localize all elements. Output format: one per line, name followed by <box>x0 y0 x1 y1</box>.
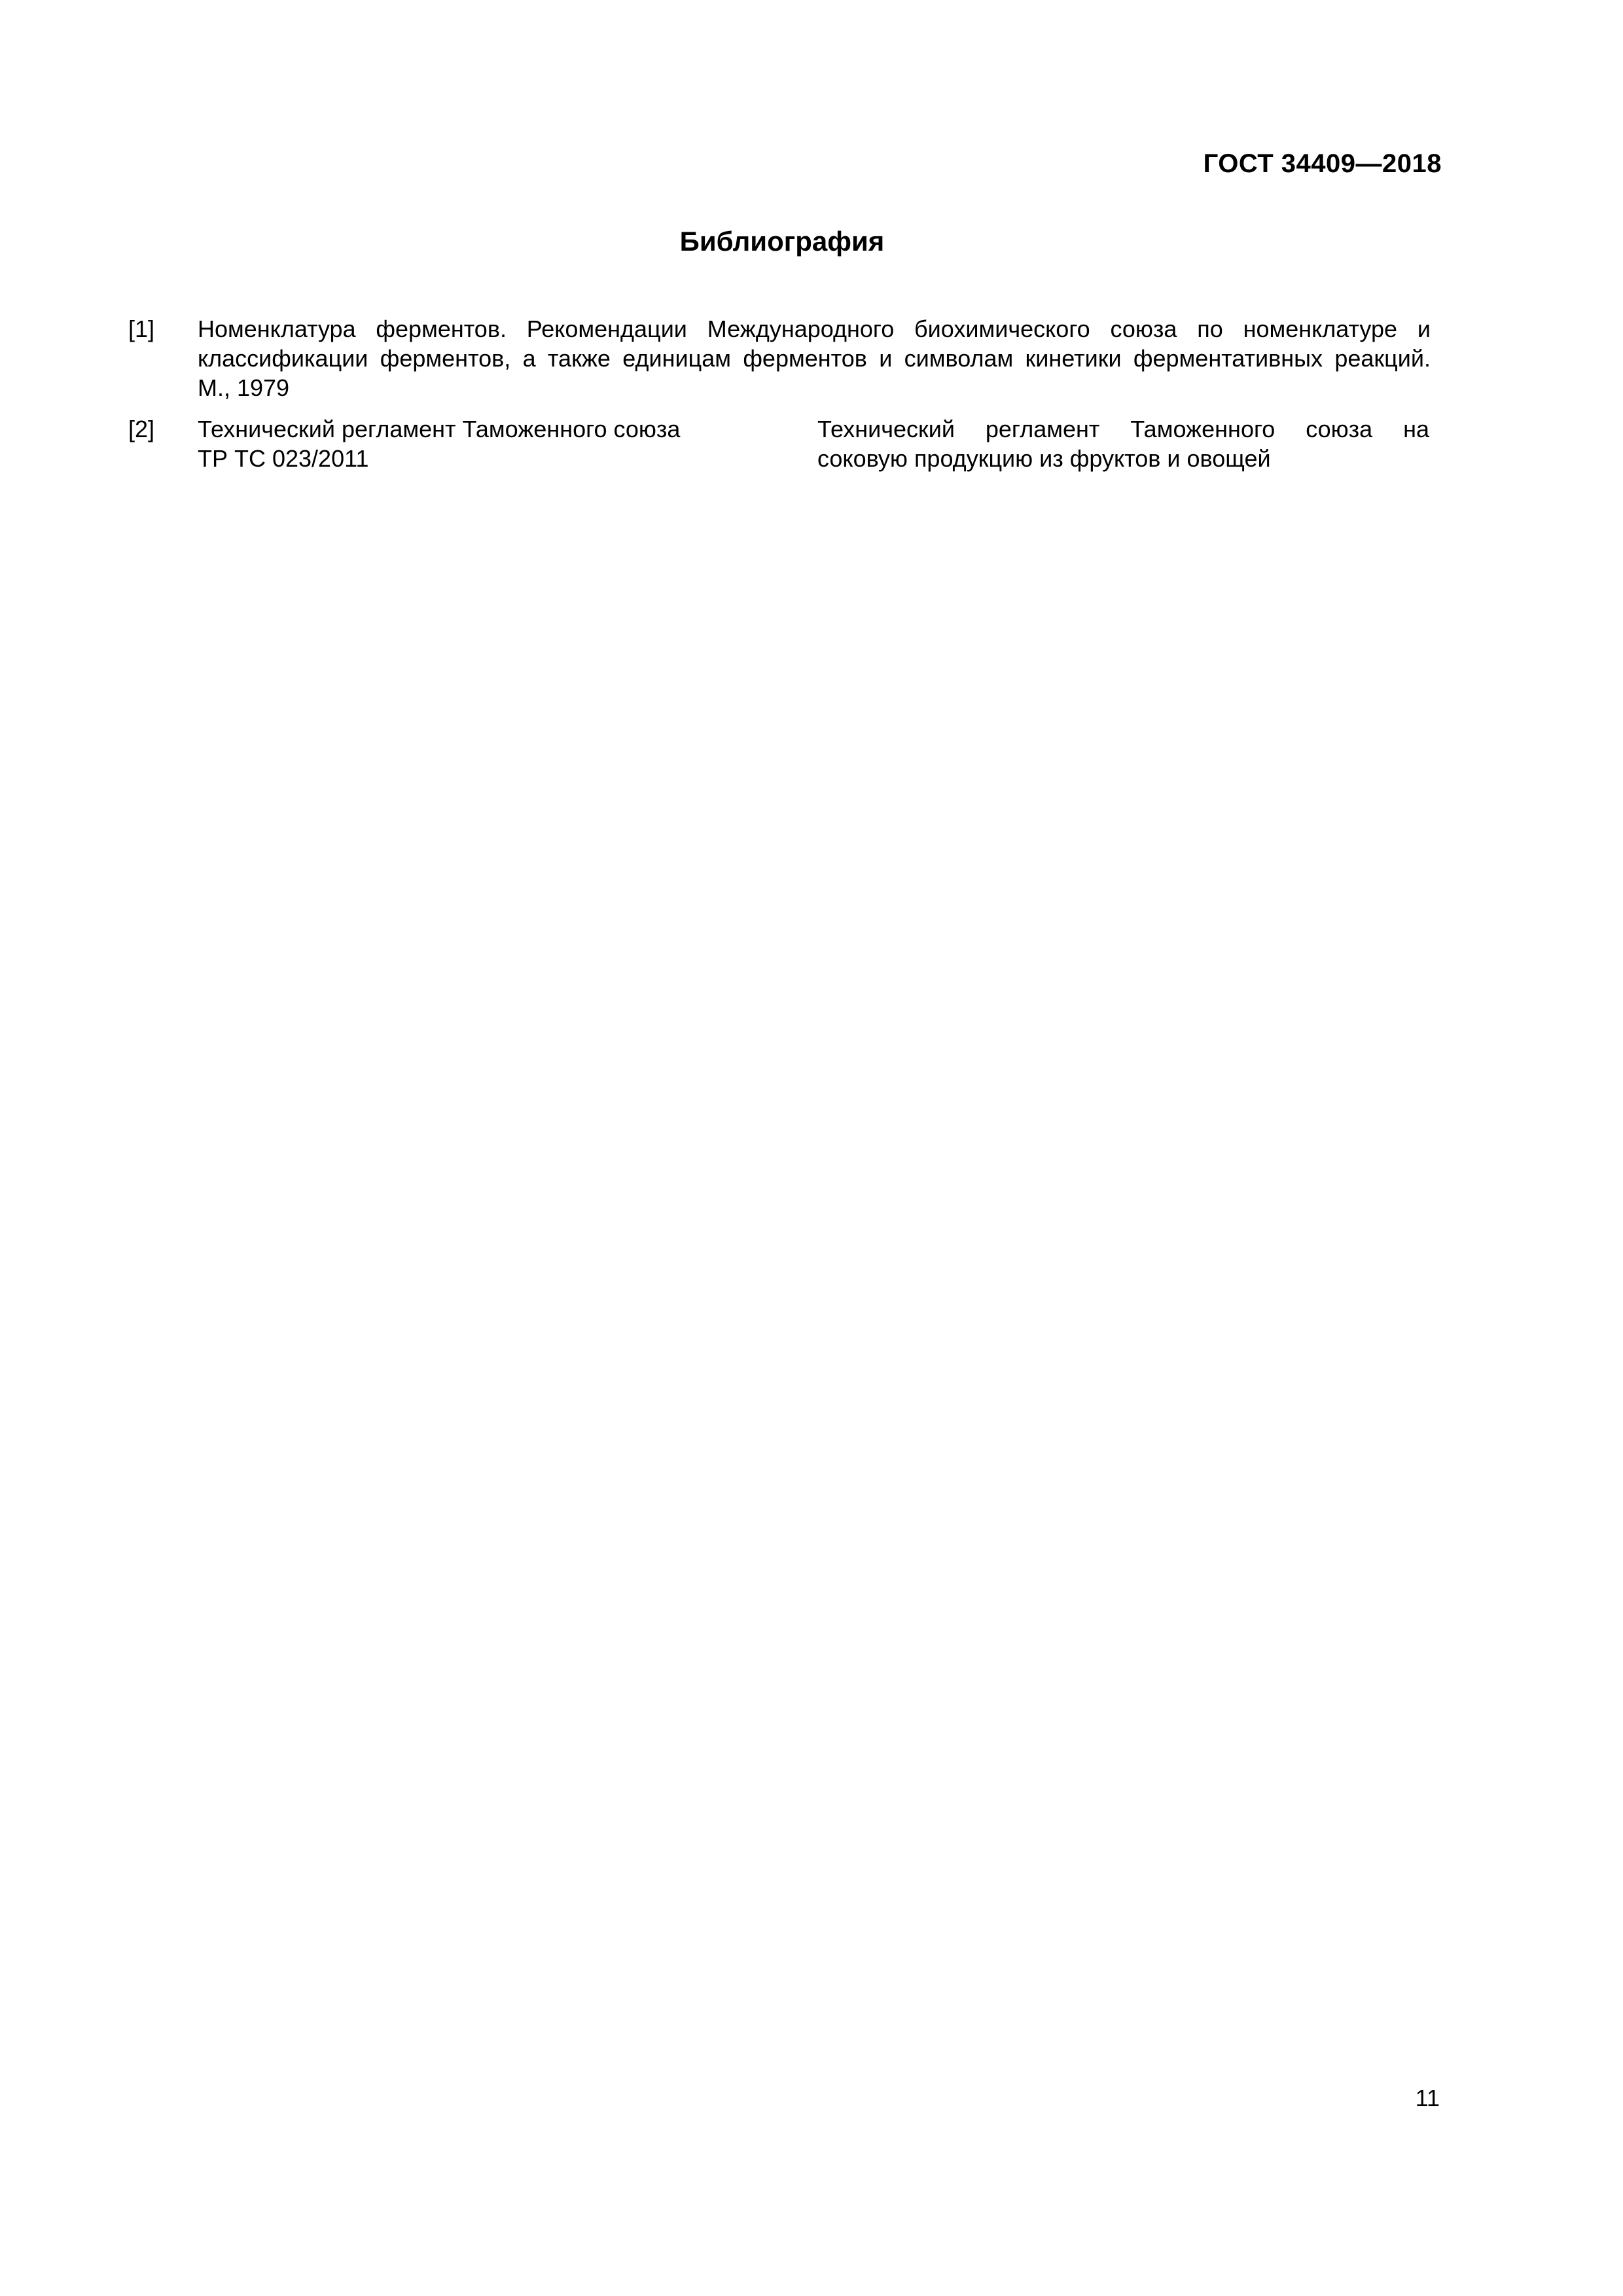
entry-title <box>817 414 1429 473</box>
bibliography-entry-2 <box>128 414 1431 473</box>
standard-id-header: ГОСТ 34409—2018 <box>1203 149 1442 178</box>
entry-text-line: Номенклатура ферментов. Рекомендации Международного биохимического союза по номенклатуре и <box>198 315 1431 342</box>
entry-number: [1] <box>128 315 155 342</box>
entry-text <box>198 314 1431 403</box>
entry-number: [2] <box>128 416 155 442</box>
entry-designation <box>198 414 817 473</box>
page-number: 11 <box>1415 2085 1440 2111</box>
entry-title-line: соковую продукцию из фруктов и овощей <box>817 445 1271 472</box>
bibliography-list <box>128 314 1431 485</box>
bibliography-entry-1 <box>128 314 1431 403</box>
entry-text-line: М., 1979 <box>198 374 290 401</box>
entry-title-line: Технический регламент Таможенного союза на <box>817 416 1429 442</box>
entry-designation-line: Технический регламент Таможенного союза <box>198 416 681 442</box>
entry-designation-line: ТР ТС 023/2011 <box>198 445 369 472</box>
bibliography-title: Библиография <box>679 226 885 257</box>
entry-text-line: классификации ферментов, а также единицам ферментов и символам кинетики ферментативных реакций. <box>198 345 1431 372</box>
